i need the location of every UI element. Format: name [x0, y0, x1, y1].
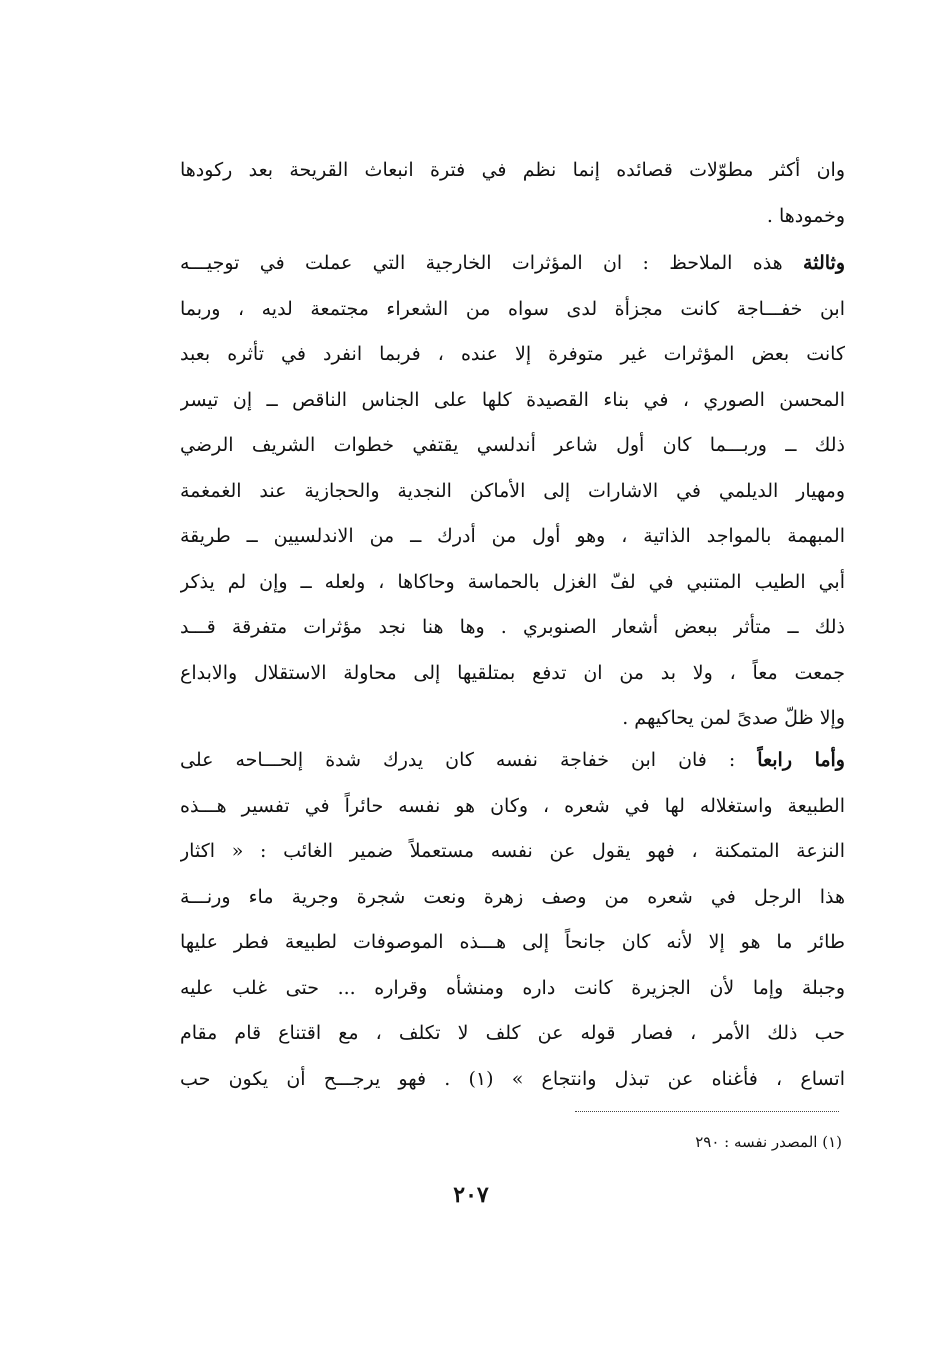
paragraph-2 [180, 241, 845, 742]
text-line: هذا الرجل في شعره من وصف زهرة ونعت شجرة وجرية ماء ورنـــة [180, 885, 845, 908]
text-line: المحسن الصوري ، في بناء القصيدة كلها على الجناس الناقص ــ إن تيسر [180, 388, 845, 411]
footnote-separator [575, 1111, 839, 1112]
text-line-content: هذه الملاحظ : ان المؤثرات الخارجية التي عملت في توجيـــه [180, 252, 783, 274]
text-line: وخمودها . [766, 204, 845, 227]
paragraph-lead: وثالثة [803, 252, 845, 274]
text-line: ابن خفـــاجة كانت مجزأة لدى سواه من الشعراء مجتمعة لديه ، وربما [180, 297, 845, 320]
text-line: المبهمة بالمواجد الذاتية ، وهو أول من أدرك ــ من الاندلسيين ــ طريقة [180, 525, 845, 547]
text-line: وإلا ظلّ صدىً لمن يحاكيهم . [622, 707, 845, 729]
paragraph-1 [180, 148, 845, 239]
text-line: وان أكثر مطوّلات قصائده إنما نظم في فترة انبعاث القريحة بعد ركودها [180, 159, 845, 181]
text-line: كانت بعض المؤثرات غير متوفرة إلا عنده ، فربما انفرد في تأثره بعبد [180, 343, 845, 365]
footnote: (١) المصدر نفسه : ٢٩٠ [695, 1133, 842, 1151]
text-line: ذلك ــ وربـــما كان أول شاعر أندلسي يقتفي خطوات الشريف الرضي [180, 434, 845, 456]
text-line [180, 241, 845, 287]
text-line: أبي الطيب المتنبي في لفّ الغزل بالحماسة وحاكاها ، ولعله ــ وإن لم يذكر [180, 570, 845, 593]
text-line: النزعة المتمكنة ، فهو يقول عن نفسه مستعملاً ضمير الغائب : « اكثار [180, 840, 845, 862]
text-line: الطبيعة واستغلاله لها في شعره ، وكان هو نفسه حائراً في تفسير هـــذه [180, 794, 845, 817]
text-line-content: : فان ابن خفاجة نفسه كان يدرك شدة إلحـــاحه على [180, 749, 736, 771]
text-line: طائر ما هو إلا لأنه كان جانحاً إلى هـــذه الموصوفات لطبيعة فطر عليها [180, 931, 845, 953]
text-line: حب ذلك الأمر ، فصار قوله عن كلف لا تكلف ، مع اقتناع قام مقام [180, 1022, 845, 1044]
text-line: وجبلة وإما لأن الجزيرة كانت داره ومنشأه وقراره ... حتى غلب عليه [180, 976, 845, 999]
page-number: ٢٠٧ [453, 1182, 489, 1208]
paragraph-3 [180, 738, 845, 1102]
text-line: ومهيار الديلمي في الاشارات إلى الأماكن النجدية والحجازية عند الغمغمة [180, 479, 845, 502]
text-line: ذلك ــ متأثر ببعض أشعار الصنوبري . وها هنا نجد مؤثرات متفرقة قـــد [180, 616, 845, 638]
text-line: اتساع ، فأغناه عن تبذل وانتجاع » (١) . فهو يرجـــح أن يكون حب [180, 1067, 845, 1090]
text-line [180, 738, 845, 784]
paragraph-lead: وأما رابعاً [757, 749, 845, 771]
text-line: جمعت معاً ، ولا بد من ان تدفع بمتلقيها إلى محاولة الاستقلال والابداع [180, 661, 845, 684]
